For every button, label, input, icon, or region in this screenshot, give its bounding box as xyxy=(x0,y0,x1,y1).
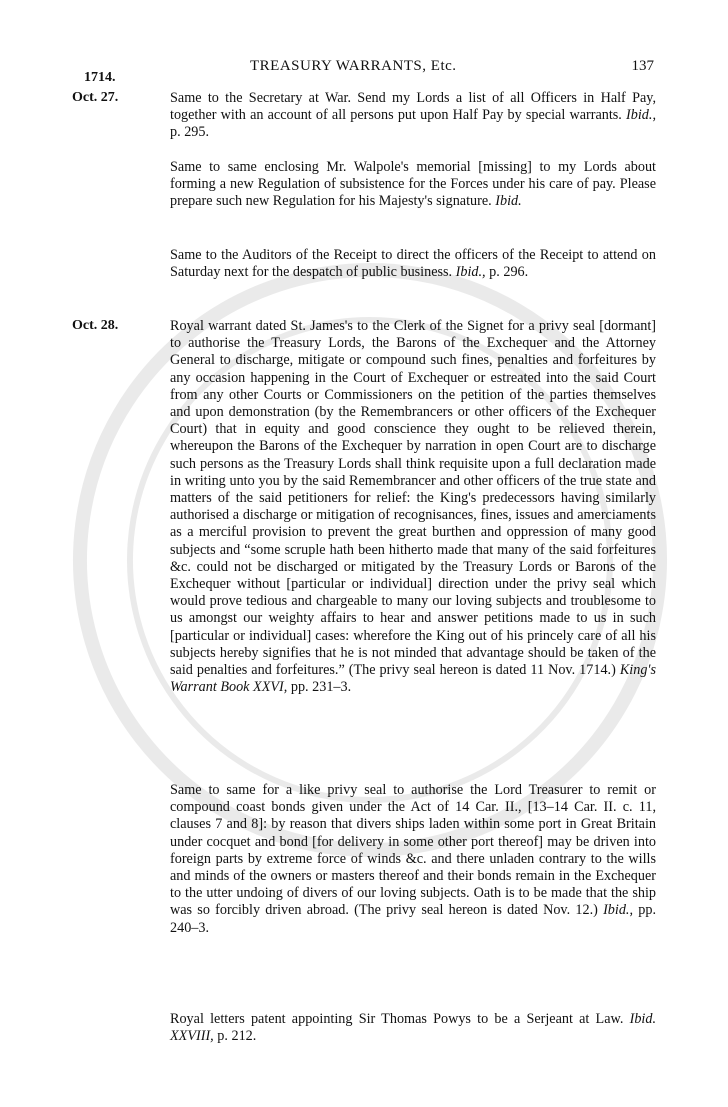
entry-citation: Ibid. XXVIII, xyxy=(170,1011,656,1045)
entry-text: Same to the Secretary at War. Send my Lords a list of all Officers in Half Pay, together with an account of all persons put upon Half Pay by special warrants. xyxy=(170,90,656,124)
entry-paragraph xyxy=(170,159,656,211)
entry-citation-tail: pp. 231–3. xyxy=(290,679,352,696)
entry-citation: Ibid., xyxy=(626,107,656,124)
running-title: TREASURY WARRANTS, Etc. xyxy=(250,58,457,74)
entry-paragraph xyxy=(170,1011,656,1045)
entry-paragraph xyxy=(170,90,656,142)
entry-text: Same to the Auditors of the Receipt to direct the officers of the Receipt to attend on Saturday next for the despatch of public business. xyxy=(170,247,656,281)
entry-paragraph xyxy=(170,782,656,937)
entry-text: Royal letters patent appointing Sir Thomas Powys to be a Serjeant at Law. xyxy=(170,1011,624,1027)
margin-date: Oct. 27. xyxy=(72,90,119,105)
entry-citation-tail: p. 212. xyxy=(217,1028,257,1045)
entry-paragraph xyxy=(170,247,656,281)
entry-citation: Ibid. xyxy=(495,193,522,210)
page-header xyxy=(0,52,728,85)
entry-text: Same to same for a like privy seal to authorise the Lord Treasurer to remit or compound coast bonds given under the Act of 14 Car. II., [13–14 Car. II. c. 11, clauses 7 and 8]: by reason that divers ships laden within some port in Great Britain under cocquet and bond [for delivery in some other port thereof] may be driven into foreign parts by extreme force of winds &c. and there unladen contrary to the wills and minds of the owners or masters thereof and their bonds remain in the Exchequer to the utter undoing of divers of our loving subjects. Oath is to be made that the ship was so forcibly driven abroad. (The privy seal hereon is dated Nov. 12.) xyxy=(170,782,656,919)
entry-text: Same to same enclosing Mr. Walpole's memorial [missing] to my Lords about forming a new Regulation of subsistence for the Forces under his care of pay. Please prepare such new Regulation for his Majesty's signature. xyxy=(170,159,656,210)
margin-date: Oct. 28. xyxy=(72,318,119,333)
year-label: 1714. xyxy=(84,70,116,85)
entry-citation-tail: p. 296. xyxy=(489,264,529,281)
entry-citation: Ibid., xyxy=(455,264,486,281)
page-number: 137 xyxy=(631,58,654,74)
entry-paragraph xyxy=(170,318,656,696)
entry-citation-tail: p. 295. xyxy=(170,124,210,141)
entry-citation-tail: pp. 240–3. xyxy=(170,902,656,936)
entry-text: Royal warrant dated St. James's to the Clerk of the Signet for a privy seal [dormant] to authorise the Treasury Lords, the Barons of the Exchequer and the Attorney General to discharge, mitigate or compound such fines, penalties and forfeitures by any occasion happening in the Court of Exchequer or estreated into the said Court from any other Courts or Commissioners on the petition of the parties themselves and upon demonstration (by the Remembrancers or other officers of the Exchequer Court) that in equity and good conscience they ought to be relieved therein, whereupon the Barons of the Exchequer by narration in open Court are to discharge such persons as the Treasury Lords shall think requisite upon a full declaration made in writing unto you by the said Remembrancer and other officers of the true state and matters of the said petitioners for relief: the King's predecessors having similarly authorised a discharge or mitigation of recognisances, fines, issues and amerciaments as a merciful provision to prevent the great burthen and oppression of many good subjects and “some scruple hath been hitherto made that many of the said forfeitures &c. could not be discharged or mitigated by the Treasury Lords or Barons of the Exchequer without [particular or individual] direction under the privy seal which would prove tedious and chargeable to many our loving subjects and troublesome to us amongst our weighty affairs to hear and answer petitions made to us in such [particular or individual] cases: wherefore the King out of his princely care of all his subjects hereby signifies that he is not minded that advantage should be taken of the said penalties and forfeitures.” (The privy seal hereon is dated 11 Nov. 1714.) xyxy=(170,318,656,679)
entry-citation: King's Warrant Book XXVI, xyxy=(170,662,656,696)
entry-citation: Ibid., xyxy=(603,902,634,919)
